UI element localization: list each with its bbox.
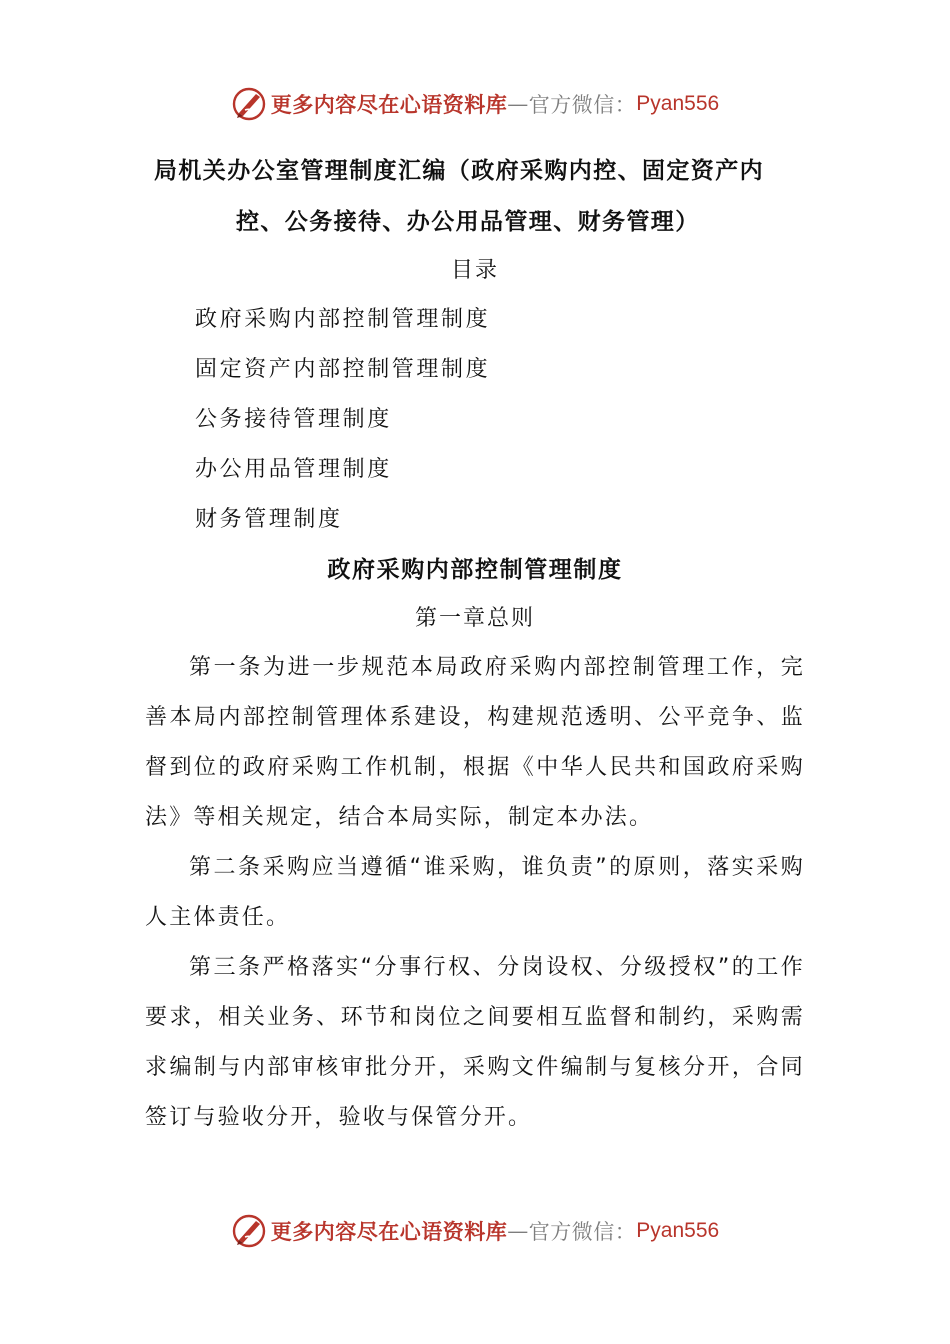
watermark-dash: — [507, 1219, 529, 1243]
article-paragraph-2: 第二条采购应当遵循“谁采购，谁负责”的原则，落实采购人主体责任。 [145, 855, 805, 930]
watermark-wechat-label: 官方微信： [528, 1220, 637, 1244]
toc-item: 公务接待管理制度 [195, 407, 392, 432]
document-title-line-2: 控、公务接待、办公用品管理、财务管理） [236, 209, 700, 235]
watermark-wechat-label: 官方微信： [528, 93, 637, 117]
watermark-banner-bottom [0, 1211, 950, 1251]
toc-heading: 目录 [450, 258, 499, 283]
pen-logo-icon [231, 1213, 267, 1249]
section-title: 政府采购内部控制管理制度 [327, 557, 623, 583]
pen-logo-icon [231, 86, 267, 122]
watermark-banner-top [0, 84, 950, 124]
watermark-main-text: 更多内容尽在心语资料库 [270, 1219, 508, 1244]
article-paragraph-3: 第三条严格落实“分事行权、分岗设权、分级授权”的工作要求，相关业务、环节和岗位之间要相互监督和制约，采购需求编制与内部审核审批分开，采购文件编制与复核分开，合同签订与验收分开，验收与保管分开。 [145, 955, 805, 1130]
watermark-wechat-id: Pyan556 [636, 1219, 720, 1242]
watermark-wechat-id: Pyan556 [636, 92, 720, 115]
toc-item: 固定资产内部控制管理制度 [195, 357, 491, 382]
table-of-contents [195, 302, 490, 552]
document-title-line-1: 局机关办公室管理制度汇编（政府采购内控、固定资产内 [154, 158, 764, 184]
chapter-title: 第一章总则 [414, 606, 535, 631]
watermark-dash: — [507, 92, 529, 116]
watermark-main-text: 更多内容尽在心语资料库 [270, 92, 508, 117]
toc-item: 办公用品管理制度 [195, 457, 392, 482]
article-paragraph-1: 第一条为进一步规范本局政府采购内部控制管理工作，完善本局内部控制管理体系建设，构建规范透明、公平竞争、监督到位的政府采购工作机制，根据《中华人民共和国政府采购法》等相关规定，结合本局实际，制定本办法。 [145, 655, 805, 830]
toc-item: 财务管理制度 [195, 507, 343, 532]
toc-item: 政府采购内部控制管理制度 [195, 307, 491, 332]
